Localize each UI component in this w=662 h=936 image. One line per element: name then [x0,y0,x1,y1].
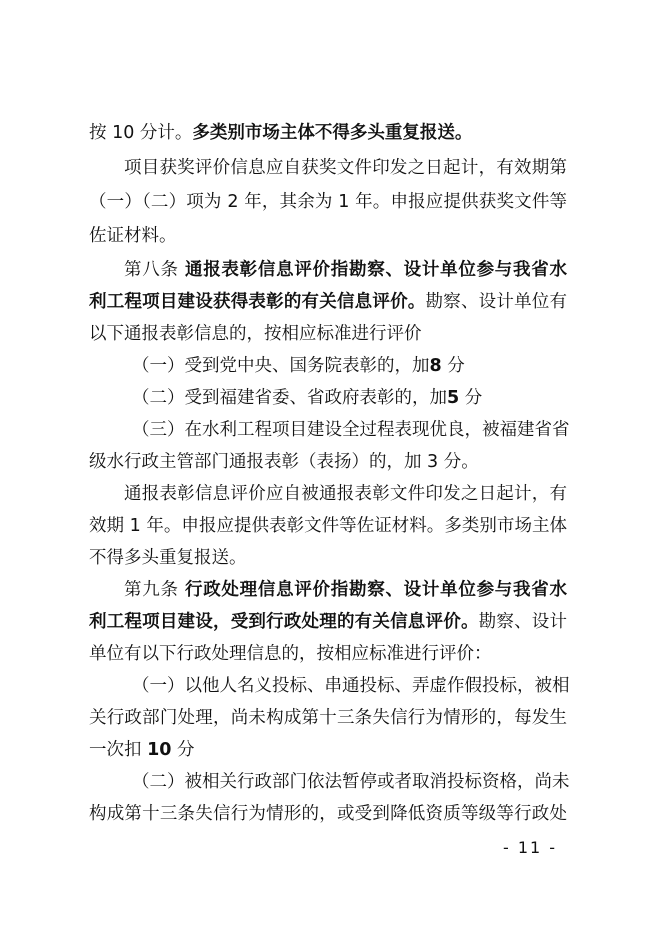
list-item: （三）在水利工程项目建设全过程表现优良，被福建省省 [132,420,570,440]
text-line: 一次扣 10 分 [89,740,195,760]
text-line: 按 10 分计。多类别市场主体不得多头重复报送。 [89,123,473,143]
text-line: 利工程项目建设获得表彰的有关信息评价。勘察、设计单位有 [89,292,568,312]
text-line: 佐证材料。 [89,226,177,246]
list-item: （二）受到福建省委、省政府表彰的，加5 分 [132,388,483,408]
page-number: - 11 - [502,838,558,857]
text-line: 效期 1 年。申报应提供表彰文件等佐证材料。多类别市场主体 [89,516,567,536]
list-item: （二）被相关行政部门依法暂停或者取消投标资格，尚未 [132,772,570,792]
text-line: 级水行政主管部门通报表彰（表扬）的，加 3 分。 [89,452,479,472]
text-line: 利工程项目建设，受到行政处理的有关信息评价。勘察、设计 [89,612,568,632]
text-line: 以下通报表彰信息的，按相应标准进行评价 [89,324,422,344]
text-line: 单位有以下行政处理信息的，按相应标准进行评价： [89,644,492,664]
text-line: （一）（二）项为 2 年，其余为 1 年。申报应提供获奖文件等 [89,192,567,212]
text-line: 构成第十三条失信行为情形的，或受到降低资质等级等行政处 [89,804,567,824]
article-heading: 第八条 通报表彰信息评价指勘察、设计单位参与我省水 [124,260,567,280]
text-line: 关行政部门处理，尚未构成第十三条失信行为情形的，每发生 [89,708,567,728]
list-item: （一）受到党中央、国务院表彰的，加8 分 [132,356,465,376]
list-item: （一）以他人名义投标、串通投标、弄虚作假投标，被相 [132,676,570,696]
text-line: 项目获奖评价信息应自获奖文件印发之日起计，有效期第 [124,158,567,178]
text-line: 通报表彰信息评价应自被通报表彰文件印发之日起计，有 [124,484,567,504]
text-line: 不得多头重复报送。 [89,548,247,568]
article-heading: 第九条 行政处理信息评价指勘察、设计单位参与我省水 [124,580,567,600]
